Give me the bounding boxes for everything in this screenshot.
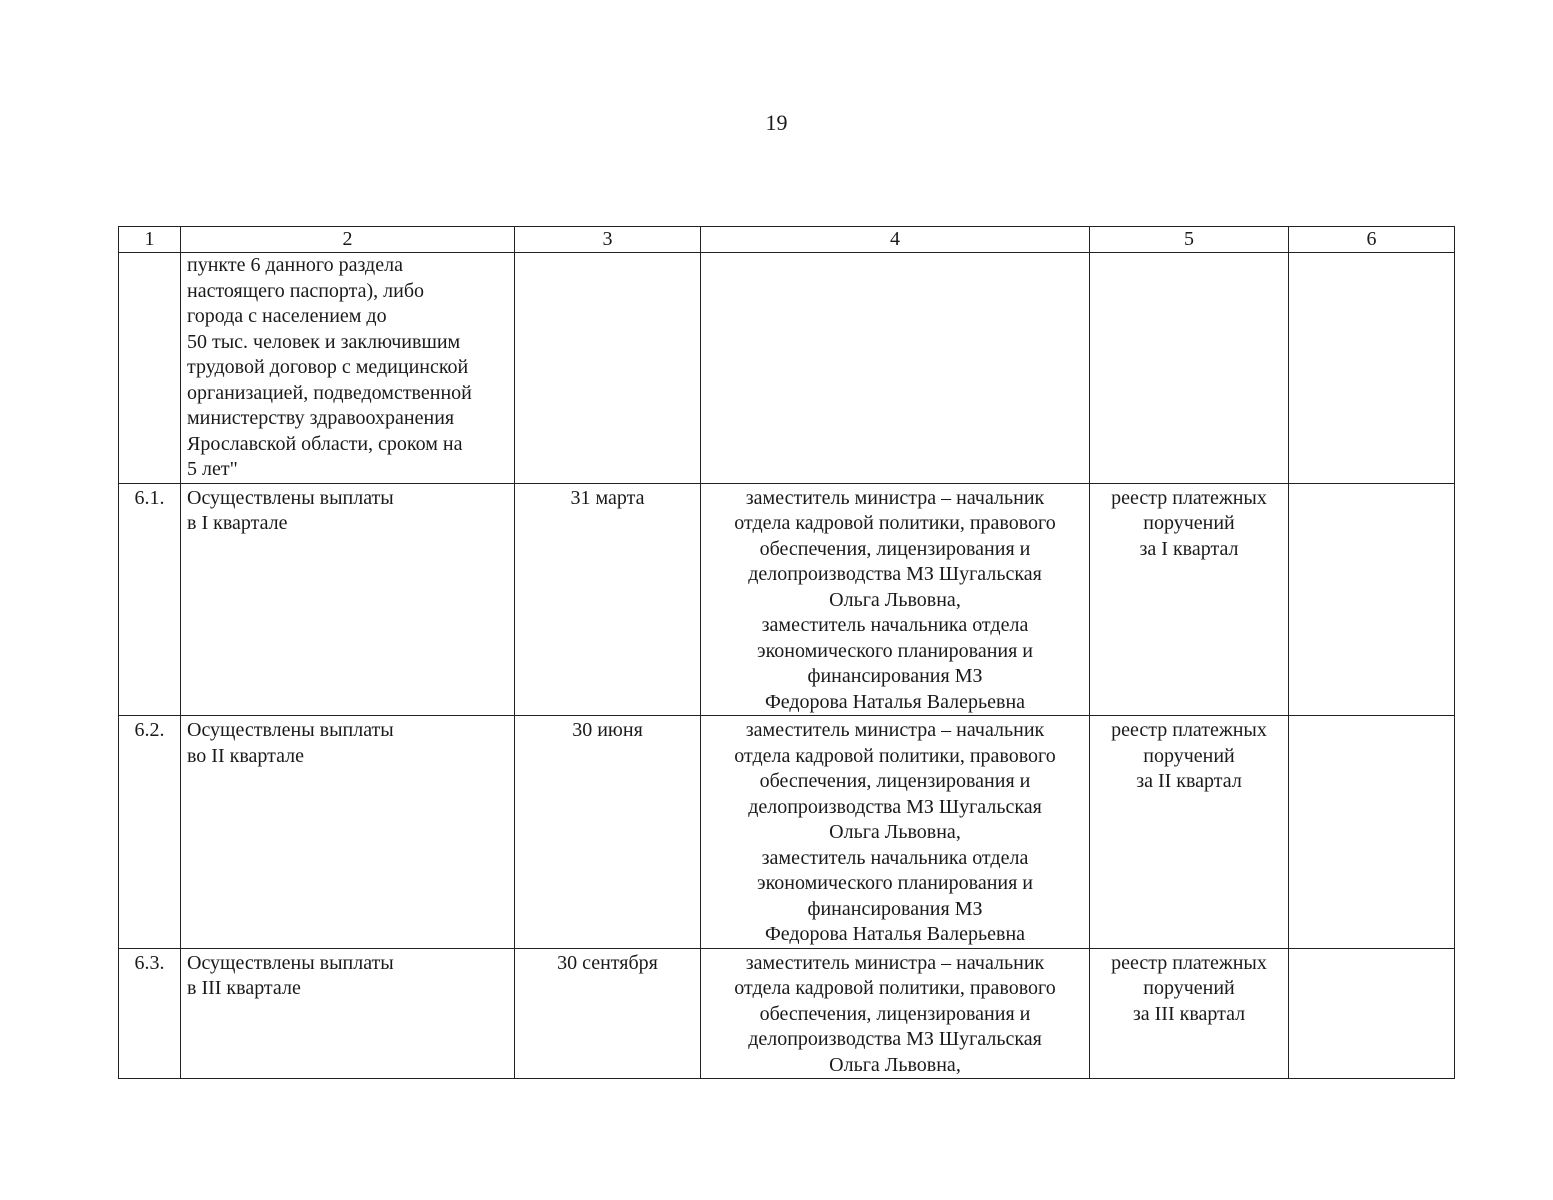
item-document-line: реестр платежных xyxy=(1111,486,1267,509)
item-deadline: 30 июня xyxy=(515,716,701,949)
item-document-line: реестр платежных xyxy=(1111,951,1267,974)
item-responsible-line: Ольга Львовна, xyxy=(829,588,961,611)
item-deadline xyxy=(515,253,701,484)
item-deadline: 30 сентября xyxy=(515,948,701,1079)
item-responsible-line: делопроизводства МЗ Шугальская xyxy=(748,563,1042,585)
item-responsible xyxy=(701,716,1090,949)
column-header: 6 xyxy=(1289,227,1455,253)
item-responsible-line: финансирования МЗ xyxy=(807,897,983,920)
item-description-line: Осуществлены выплаты xyxy=(187,719,394,741)
column-header: 3 xyxy=(515,227,701,253)
item-responsible-line: Федорова Наталья Валерьевна xyxy=(764,690,1026,713)
item-description-line: Осуществлены выплаты xyxy=(187,951,394,974)
column-header: 5 xyxy=(1090,227,1289,253)
item-description-line: во II квартале xyxy=(187,744,305,767)
table-row xyxy=(119,716,1455,949)
item-responsible-line: экономического планирования и xyxy=(756,639,1033,662)
item-description xyxy=(181,483,515,716)
item-responsible-line: отдела кадровой политики, правового xyxy=(734,744,1056,767)
item-responsible-line: заместитель начальника отдела xyxy=(761,614,1029,636)
item-document-line: за II квартал xyxy=(1136,770,1242,792)
item-responsible-line: обеспечения, лицензирования и xyxy=(759,537,1031,560)
item-description xyxy=(181,253,515,484)
item-responsible-line: Ольга Львовна, xyxy=(829,821,961,843)
item-responsible-line: экономического планирования и xyxy=(756,872,1033,894)
table-row xyxy=(119,948,1455,1079)
item-document xyxy=(1090,948,1289,1079)
item-responsible-line: отдела кадровой политики, правового xyxy=(734,512,1056,534)
item-note xyxy=(1289,716,1455,949)
item-responsible-line: делопроизводства МЗ Шугальская xyxy=(748,795,1042,818)
table-row xyxy=(119,483,1455,716)
item-number: 6.2. xyxy=(119,716,181,949)
item-description-line: 5 лет" xyxy=(187,458,238,480)
item-responsible-line: заместитель начальника отдела xyxy=(761,846,1029,869)
item-note xyxy=(1289,483,1455,716)
item-number: 6.1. xyxy=(119,483,181,716)
item-responsible-line: финансирования МЗ xyxy=(807,665,983,687)
item-document-line: поручений xyxy=(1143,744,1235,767)
item-description-line: пункте 6 данного раздела xyxy=(187,254,403,276)
table-header-row xyxy=(119,227,1455,253)
item-responsible-line: обеспечения, лицензирования и xyxy=(759,1002,1031,1025)
item-description-line: Осуществлены выплаты xyxy=(187,486,394,509)
item-responsible-line: обеспечения, лицензирования и xyxy=(759,770,1031,792)
item-description-line: в I квартале xyxy=(187,512,288,534)
item-description-line: трудовой договор с медицинской xyxy=(187,356,469,378)
item-responsible xyxy=(701,253,1090,484)
item-document xyxy=(1090,253,1289,484)
item-responsible-line: Ольга Львовна, xyxy=(829,1053,961,1076)
item-description xyxy=(181,716,515,949)
table-row xyxy=(119,253,1455,484)
item-description-line: в III квартале xyxy=(187,977,301,999)
item-document-line: реестр платежных xyxy=(1111,719,1267,741)
item-description-line: города с населением до xyxy=(187,305,387,327)
item-note xyxy=(1289,253,1455,484)
item-description-line: организацией, подведомственной xyxy=(187,381,472,404)
item-responsible xyxy=(701,948,1090,1079)
item-description-line: Ярославской области, сроком на xyxy=(187,432,463,455)
item-responsible-line: отдела кадровой политики, правового xyxy=(734,977,1056,999)
item-document-line: за III квартал xyxy=(1132,1002,1246,1025)
column-header: 1 xyxy=(119,227,181,253)
column-header: 2 xyxy=(181,227,515,253)
item-document-line: поручений xyxy=(1143,977,1235,999)
item-number xyxy=(119,253,181,484)
item-description-line: министерству здравоохранения xyxy=(187,407,455,429)
item-responsible-line: заместитель министра – начальник xyxy=(745,486,1045,509)
item-note xyxy=(1289,948,1455,1079)
item-responsible xyxy=(701,483,1090,716)
plan-table xyxy=(118,226,1455,1079)
item-document xyxy=(1090,716,1289,949)
item-description xyxy=(181,948,515,1079)
item-document-line: поручений xyxy=(1143,512,1235,534)
item-document-line: за I квартал xyxy=(1139,537,1239,560)
item-document xyxy=(1090,483,1289,716)
column-header: 4 xyxy=(701,227,1090,253)
item-deadline: 31 марта xyxy=(515,483,701,716)
item-description-line: настоящего паспорта), либо xyxy=(187,279,425,302)
item-responsible-line: заместитель министра – начальник xyxy=(745,951,1045,974)
item-description-line: 50 тыс. человек и заключившим xyxy=(187,330,461,353)
item-number: 6.3. xyxy=(119,948,181,1079)
page-number: 19 xyxy=(765,110,788,135)
item-responsible-line: Федорова Наталья Валерьевна xyxy=(764,923,1026,945)
item-responsible-line: заместитель министра – начальник xyxy=(745,719,1045,741)
item-responsible-line: делопроизводства МЗ Шугальская xyxy=(748,1028,1042,1050)
